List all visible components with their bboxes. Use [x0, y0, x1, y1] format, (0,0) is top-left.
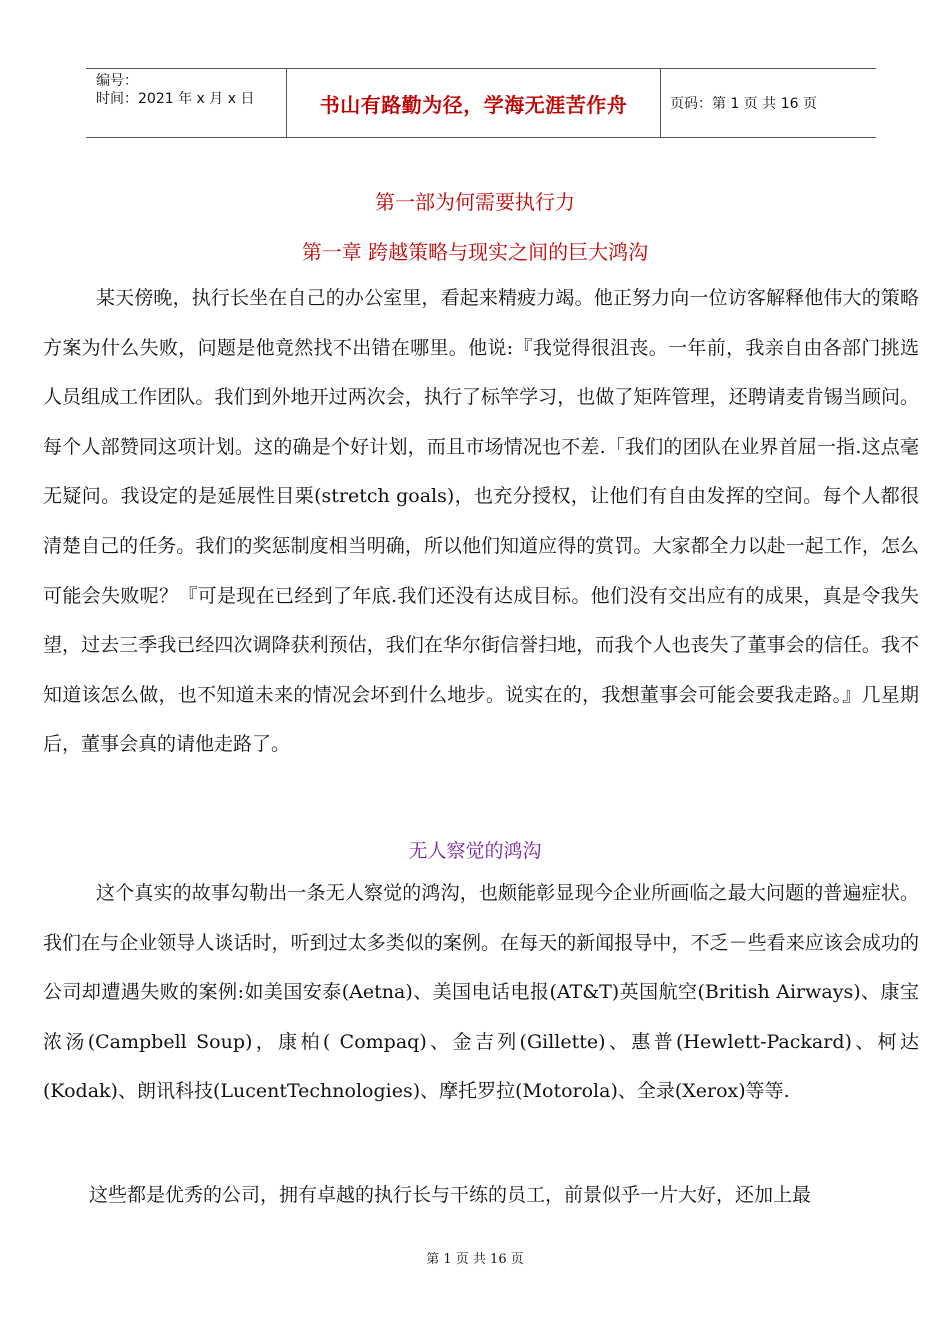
page-footer: 第 1 页 共 16 页: [426, 1252, 524, 1267]
header-motto: 书山有路勤为径，学海无涯苦作舟: [287, 69, 661, 137]
paragraph-2: 这个真实的故事勾勒出一条无人察觉的鸿沟，也颇能彰显现今企业所画临之最大问题的普遍症状。我们在与企业领导人谈话时，听到过太多类似的案例。在每天的新闻报导中，不乏－些看来应该会成功的公司却遭遇失败的案例:如美国安泰(Aetna)、美国电话电报(AT&T)英国航空(British Airways)、康宝浓汤(Campbell Soup)，康柏( Compaq)、金吉列(Gillette)、惠普(Hewlett-Packard)、柯达(Kodak)、朗讯科技(LucentTechnologies)、摩托罗拉(Motorola)、全录(Xerox)等等.: [43, 882, 919, 1103]
chapter-title: 第一章 跨越策略与现实之间的巨大鸿沟: [301, 240, 649, 264]
page-header: [86, 68, 876, 138]
header-meta: [86, 69, 287, 137]
code-label: 编号：: [96, 73, 138, 89]
paragraph-1: 某天傍晚，执行长坐在自己的办公室里，看起来精疲力竭。他正努力向一位访客解释他伟大的策略方案为什么失败，问题是他竟然找不出错在哪里。他说:『我觉得很沮丧。一年前，我亲自由各部门挑选人员组成工作团队。我们到外地开过两次会，执行了标竿学习，也做了矩阵管理，还聘请麦肯锡当顾问。每个人部赞同这项计划。这的确是个好计划，而且市场情况也不差.「我们的团队在业界首屈一指.这点毫无疑问。我设定的是延展性目栗(stretch goals)，也充分授权，让他们有自由发挥的空间。每个人都很清楚自己的任务。我们的奖惩制度相当明确，所以他们知道应得的赏罚。大家都全力以赴一起工作，怎么可能会失败呢？『可是现在已经到了年底.我们还没有达成目标。他们没有交出应有的成果，真是令我失望，过去三季我已经四次调降获利预估，我们在华尔街信誉扫地，而我个人也丧失了董事会的信任。我不知道该怎么做，也不知道未来的情况会坏到什么地步。说实在的，我想董事会可能会要我走路。』几星期后，董事会真的请他走路了。: [43, 287, 919, 756]
part-title: 第一部为何需要执行力: [375, 190, 575, 214]
time-label: 时间：2021 年 x 月 x 日: [96, 91, 255, 107]
paragraph-3: 这些都是优秀的公司，拥有卓越的执行长与干练的员工，前景似乎一片大好，还加上最: [89, 1184, 812, 1206]
section-title: 无人察觉的鸿沟: [408, 840, 542, 862]
header-page-label: 页码：第 1 页 共 16 页: [670, 96, 817, 112]
